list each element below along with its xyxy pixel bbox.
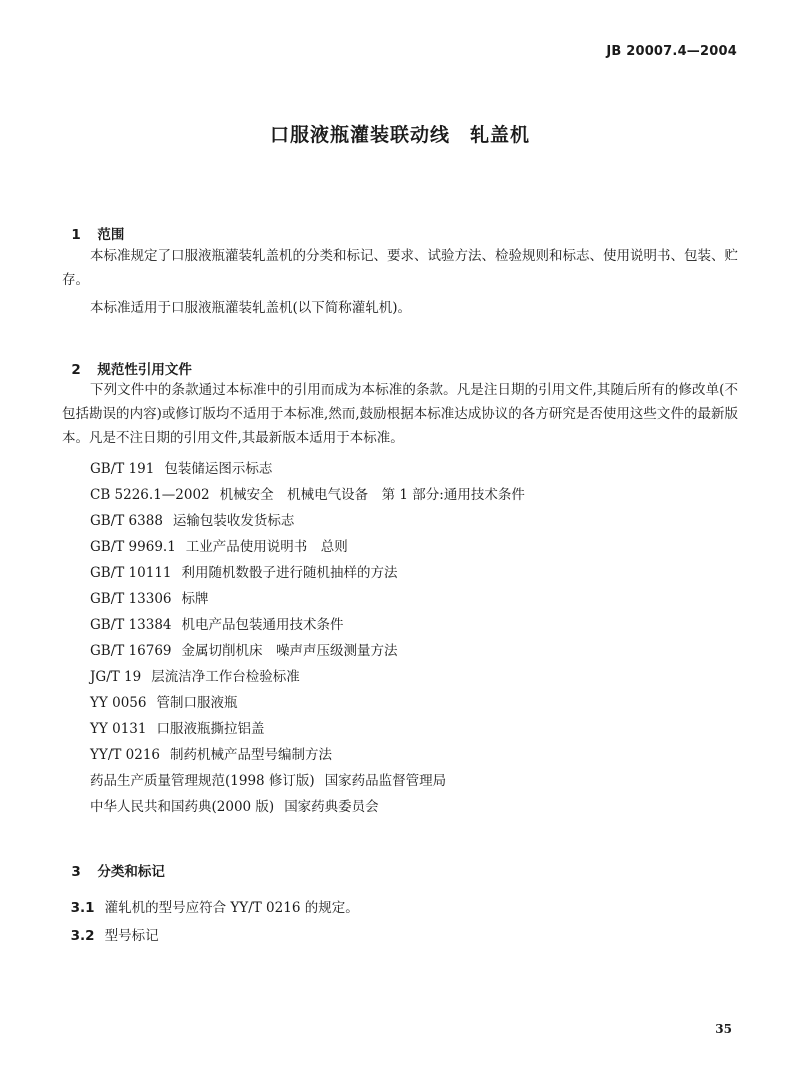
page-title: 口服液瓶灌装联动线 轧盖机 <box>269 124 530 146</box>
reference-item: GB/T 13384 机电产品包装通用技术条件 <box>90 617 344 633</box>
subsection-number: 3.1 <box>70 900 95 916</box>
reference-item: GB/T 9969.1 工业产品使用说明书 总则 <box>90 539 348 555</box>
normative-references-list <box>90 456 525 820</box>
section-number: 1 <box>71 227 81 243</box>
reference-item: JG/T 19 层流洁净工作台检验标准 <box>90 669 300 685</box>
subsection-text: 型号标记 <box>104 928 159 944</box>
reference-item: 中华人民共和国药典(2000 版) 国家药典委员会 <box>90 799 379 815</box>
subsection-text: 灌轧机的型号应符合 YY/T 0216 的规定。 <box>104 900 359 916</box>
section-number: 2 <box>71 362 81 378</box>
reference-item: YY 0131 口服液瓶撕拉铝盖 <box>90 721 265 737</box>
reference-item: 药品生产质量管理规范(1998 修订版) 国家药品监督管理局 <box>90 773 447 789</box>
subsection-number: 3.2 <box>70 928 95 944</box>
subsection-3-2 <box>62 908 159 944</box>
section-1-heading <box>62 207 124 243</box>
reference-item: GB/T 191 包装储运图示标志 <box>90 461 273 477</box>
reference-item: GB/T 10111 利用随机数骰子进行随机抽样的方法 <box>90 565 398 581</box>
reference-item: CB 5226.1—2002 机械安全 机械电气设备 第 1 部分:通用技术条件 <box>90 487 525 503</box>
section-2-paragraph-1: 下列文件中的条款通过本标准中的引用而成为本标准的条款。凡是注日期的引用文件,其随后所有的修改单(不包括勘误的内容)或修订版均不适用于本标准,然而,鼓励根据本标准达成协议的各方研究是否使用这些文件的最新版本。凡是不注日期的引用文件,其最新版本适用于本标准。 <box>62 382 738 446</box>
section-title: 规范性引用文件 <box>97 362 192 378</box>
section-title: 范围 <box>97 227 125 243</box>
standard-code: JB 20007.4—2004 <box>606 44 737 59</box>
section-3-heading <box>62 844 165 880</box>
reference-item: GB/T 16769 金属切削机床 噪声声压级测量方法 <box>90 643 398 659</box>
section-2-heading <box>62 342 192 378</box>
reference-item: GB/T 6388 运输包装收发货标志 <box>90 513 295 529</box>
page-number: 35 <box>715 1022 732 1036</box>
reference-item: YY 0056 管制口服液瓶 <box>90 695 238 711</box>
reference-item: YY/T 0216 制药机械产品型号编制方法 <box>90 747 333 763</box>
reference-item: GB/T 13306 标牌 <box>90 591 209 607</box>
section-1-paragraph-1: 本标准规定了口服液瓶灌装轧盖机的分类和标记、要求、试验方法、检验规则和标志、使用说明书、包装、贮存。 <box>62 248 738 288</box>
section-number: 3 <box>71 864 81 880</box>
section-title: 分类和标记 <box>97 864 165 880</box>
section-1-paragraph-2: 本标准适用于口服液瓶灌装轧盖机(以下简称灌轧机)。 <box>90 300 412 316</box>
